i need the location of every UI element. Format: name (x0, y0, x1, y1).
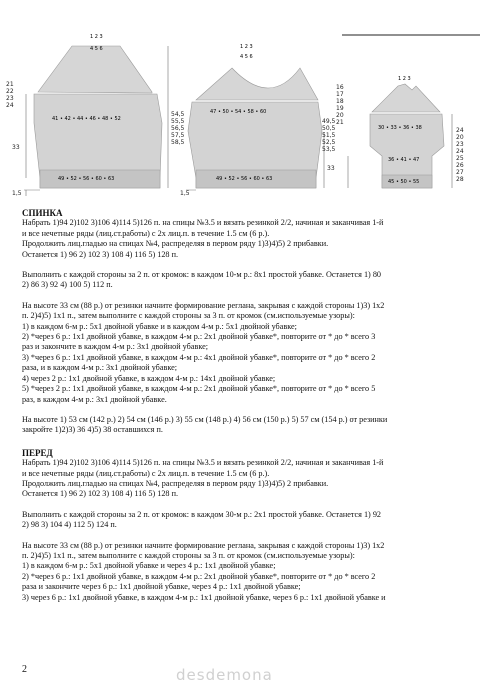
back-left-label: 21 (6, 81, 14, 88)
instructions-text (22, 206, 482, 603)
text-line: 2) *через 6 р.: 1х1 двойной убавке, в каждом 4-м р.: 2х1 двойной убавке*, повторите от * до * всего 3 (22, 332, 376, 342)
text-line: 1) в каждом 6-м р.: 5х1 двойной убавке и в каждом 4-м р.: 5х1 двойной убавке; (22, 321, 297, 331)
sleeve-right-label: 26 (456, 162, 464, 169)
text-line: 5) *через 2 р.: 1х1 двойной убавке, в каждом 4-м р.: 2х1 двойной убавке*, повторите от * до * всего 5 (22, 384, 376, 394)
front-right-mid: 33 (327, 165, 335, 172)
front-top-label: 4 5 6 (240, 54, 253, 60)
sleeve-right-label: 20 (456, 134, 464, 141)
back-left-bottom: 1,5 (12, 190, 22, 197)
page-number: 2 (22, 664, 27, 675)
diagrams-svg (0, 28, 494, 203)
text-line: закройте 1)2)3) 36 4)5) 38 оставшихся п. (22, 425, 163, 435)
text-line: Выполнить с каждой стороны за 2 п. от кромок: в каждом 10-м р.: 8х1 простой убавке. Останется 1) 80 (22, 270, 382, 280)
text-line: раз, в каждом 4-м р.: 3х1 двойной убавке. (22, 394, 167, 404)
back-top-label: 4 5 6 (90, 46, 103, 52)
text-line: Набрать 1)94 2)102 3)106 4)114 5)126 п. на спицы №3.5 и вязать резинкой 2/2, начиная и заканчивая 1-й (22, 458, 384, 468)
text-line: 1) в каждом 6-м р.: 5х1 двойной убавке и через 4 р.: 1х1 двойной убавке; (22, 561, 276, 571)
sleeve-mid-label: 30 • 33 • 36 • 38 (378, 125, 422, 131)
text-line: раза и закончите через 6 р.: 1х1 двойной убавке, через 4 р.: 1х1 двойной убавке; (22, 582, 301, 592)
text-line: 2) 98 3) 104 4) 112 5) 124 п. (22, 520, 117, 530)
back-right-label: 55,5 (171, 118, 185, 125)
sleeve-right-label: 24 (456, 148, 464, 155)
front-right-label: 53,5 (322, 146, 336, 153)
front-mid-label: 47 • 50 • 54 • 58 • 60 (210, 109, 267, 115)
text-line: Останется 1) 96 2) 102 3) 108 4) 116 5) 128 п. (22, 489, 179, 499)
text-line: 4) через 2 р.: 1х1 двойной убавке, в каждом 4-м р.: 14х1 двойной убавке; (22, 373, 276, 383)
front-diagram (180, 44, 336, 197)
back-right-label: 54,5 (171, 111, 185, 118)
front-left-bottom: 1,5 (180, 190, 190, 197)
text-line: п. 2)4)5) 1х1 п., затем выполните с каждой стороны за 3 п. от кромок (см.используемые узоры): (22, 550, 355, 560)
sleeve-diagram (336, 34, 486, 188)
pattern-diagrams (0, 28, 494, 203)
text-line: 3) *через 6 р.: 1х1 двойной убавке, в каждом 4-м р.: 4х1 двойной убавке*, повторите от * до * всего 2 (22, 352, 376, 362)
text-line: раз и закончите в каждом 4-м р.: 3х1 двойной убавке; (22, 342, 209, 352)
text-line: На высоте 33 см (88 р.) от резинки начните формирование реглана, закрывая с каждой стороны 1)3) 1х2 (22, 300, 385, 310)
back-right-label: 57,5 (171, 132, 185, 139)
text-line: и все нечетные ряды (лиц.ст.работы) с 2х лиц.п. в течение 1.5 см (6 р.). (22, 228, 270, 238)
sleeve-left-label: 19 (336, 105, 344, 112)
section-heading: ПЕРЕД (22, 447, 53, 458)
sleeve-left-label: 20 (336, 112, 344, 119)
text-line: Выполнить с каждой стороны за 2 п. от кромок: в каждом 30-м р.: 2х1 простой убавке. Останется 1) 92 (22, 509, 382, 519)
sleeve-bottom-label: 45 • 50 • 55 (388, 179, 420, 185)
text-line: Останется 1) 96 2) 102 3) 108 4) 116 5) 128 п. (22, 249, 179, 259)
text-line: п. 2)4)5) 1х1 п., затем выполните с каждой стороны за 3 п. от кромок (см.используемые узоры): (22, 311, 355, 321)
section-heading: СПИНКА (22, 208, 63, 218)
front-right-label: 50,5 (322, 125, 336, 132)
back-left-label: 22 (6, 88, 14, 95)
watermark: desdemona (176, 666, 273, 684)
text-line: раза, и в каждом 4-м р.: 3х1 двойной убавке; (22, 363, 178, 373)
sleeve-left-label: 16 (336, 84, 344, 91)
sleeve-left-label: 18 (336, 98, 344, 105)
text-line: 3) через 6 р.: 1х1 двойной убавке, в каждом 4-м р.: 1х1 двойной убавке, через 6 р.: 1х1 двойной убавке и (22, 592, 386, 602)
front-right-label: 52,5 (322, 139, 336, 146)
back-left-mid: 33 (12, 144, 20, 151)
back-mid-label: 41 • 42 • 44 • 46 • 48 • 52 (52, 116, 121, 122)
sleeve-lower-label: 36 • 41 • 47 (388, 157, 420, 163)
text-line: и все нечетные ряды (лиц.ст.работы) с 2х лиц.п. в течение 1.5 см (6 р.). (22, 468, 270, 478)
back-bottom-label: 49 • 52 • 56 • 60 • 63 (58, 176, 115, 182)
back-right-label: 58,5 (171, 139, 185, 146)
sleeve-left-label: 21 (336, 119, 344, 126)
sleeve-left-label: 17 (336, 91, 344, 98)
sleeve-right-label: 24 (456, 127, 464, 134)
front-bottom-label: 49 • 52 • 56 • 60 • 63 (216, 176, 273, 182)
sleeve-top-label: 1 2 3 (398, 76, 411, 82)
back-left-label: 23 (6, 95, 14, 102)
text-line: Продолжить лиц.гладью на спицах №4, распределяя в первом ряду 1)3)4)5) 2 прибавки. (22, 239, 329, 249)
text-line: На высоте 33 см (88 р.) от резинки начните формирование реглана, закрывая с каждой стороны 1)3) 1х2 (22, 540, 385, 550)
back-diagram (6, 34, 185, 197)
front-right-label: 51,5 (322, 132, 336, 139)
back-top-label: 1 2 3 (90, 34, 103, 40)
sleeve-right-label: 25 (456, 155, 464, 162)
sleeve-right-label: 28 (456, 176, 464, 183)
text-line: Набрать 1)94 2)102 3)106 4)114 5)126 п. на спицы №3.5 и вязать резинкой 2/2, начиная и заканчивая 1-й (22, 218, 384, 228)
front-top-label: 1 2 3 (240, 44, 253, 50)
sleeve-right-label: 23 (456, 141, 464, 148)
text-line: На высоте 1) 53 см (142 р.) 2) 54 см (146 р.) 3) 55 см (148 р.) 4) 56 см (150 р.) 5) 57 см (154 р.) от резинки (22, 414, 388, 424)
text-line: 2) 86 3) 92 4) 100 5) 112 п. (22, 280, 113, 290)
back-right-label: 56,5 (171, 125, 185, 132)
front-right-label: 49,5 (322, 118, 336, 125)
back-left-label: 24 (6, 102, 14, 109)
text-line: Продолжить лиц.гладью на спицах №4, распределяя в первом ряду 1)3)4)5) 2 прибавки. (22, 478, 329, 488)
text-line: 2) *через 6 р.: 1х1 двойной убавке, в каждом 4-м р.: 2х1 двойной убавке*, повторите от * до * всего 2 (22, 571, 376, 581)
sleeve-right-label: 27 (456, 169, 464, 176)
